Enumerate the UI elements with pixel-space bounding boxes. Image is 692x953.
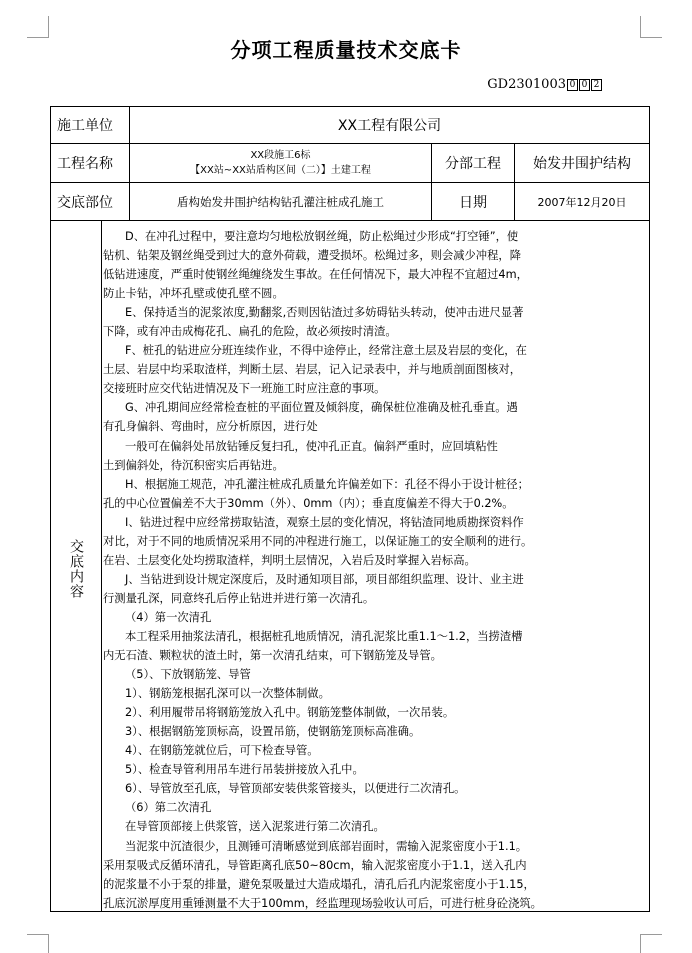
content-line: 钻机、钻架及钢丝绳受到过大的意外荷载，遭受损坏。松绳过多，则会减少冲程，降 — [103, 249, 521, 263]
content-line: 土层、岩层中均采取渣样，判断土层、岩层，记入记录表中，并与地质剖面图核对， — [103, 363, 521, 377]
content-line: 4）、在钢筋笼就位后，可下检查导管。 — [125, 744, 319, 758]
content-line: （4）第一次清孔 — [125, 610, 212, 624]
crop-mark-bottom-left — [27, 934, 49, 953]
content-line: 的泥浆量不小于泵的排量，避免泵吸量过大造成塌孔，清孔后孔内泥浆密度小于1.15， — [103, 877, 535, 891]
construction-unit-value: XX工程有限公司 — [337, 118, 442, 134]
handover-content-body — [103, 227, 647, 913]
content-line: E、保持适当的泥浆浓度,勤翻浆,否则因钻渣过多妨碍钻头转动，使冲击进尺显著 — [125, 306, 524, 320]
content-line: I、钻进过程中应经常捞取钻渣，观察土层的变化情况，将钻渣同地质勘探资料作 — [125, 515, 524, 529]
crop-mark-bottom-right — [640, 934, 662, 953]
project-name-label: 工程名称 — [57, 156, 113, 172]
handover-form-table — [50, 106, 650, 912]
table-column-divider — [101, 220, 102, 912]
table-row-divider — [51, 220, 649, 221]
content-line: J、当钻进到设计规定深度后，及时通知项目部，项目部组织监理、设计、业主进 — [125, 572, 524, 586]
document-number-prefix: GD2301003 — [487, 77, 566, 92]
content-line: G、冲孔期间应经常检查桩的平面位置及倾斜度，确保桩位准确及桩孔垂直。遇 — [125, 401, 518, 415]
content-line: 低钻进速度，严重时使钢丝绳缠绕发生事故。在任何情况下，最大冲程不宜超过4m， — [103, 268, 528, 282]
content-line: 有孔身偏斜、弯曲时，应分析原因，进行处 — [103, 420, 318, 434]
document-number-box: 0 — [579, 79, 590, 91]
handover-content-label — [51, 226, 101, 912]
content-line: 在岩、土层变化处均捞取渣样，判明土层情况，入岩后及时掌握入岩标高。 — [103, 553, 476, 567]
content-line: 5）、检查导管利用吊车进行吊装拼接放入孔中。 — [125, 763, 364, 777]
content-line: 本工程采用抽浆法清孔，根据桩孔地质情况，清孔泥浆比重1.1～1.2，当捞渣槽 — [125, 629, 523, 643]
document-number-box: 0 — [567, 79, 578, 91]
content-line: 防止卡钻，冲坏孔壁或使孔壁不圆。 — [103, 287, 284, 301]
content-line: 在导管顶部接上供浆管，送入泥浆进行第二次清孔。 — [125, 820, 385, 834]
project-name-line-2: 【XX站~XX站盾构区间（二）】土建工程 — [190, 165, 371, 176]
document-number — [487, 77, 602, 92]
project-name-line-1: XX段施工6标 — [250, 150, 311, 161]
division-value: 始发井围护结构 — [533, 156, 631, 172]
handover-part-value: 盾构始发井围护结构钻孔灌注桩成孔施工 — [177, 194, 384, 209]
construction-unit-label: 施工单位 — [57, 118, 113, 134]
content-line: D、在冲孔过程中，要注意均匀地松放钢丝绳，防止松绳过少形成“打空锤”，使 — [125, 230, 519, 243]
content-line: 孔的中心位置偏差不大于30mm（外）、0mm（内）；垂直度偏差不得大于0.2%。 — [103, 496, 514, 510]
content-line: 交接班时应交代钻进情况及下一班施工时应注意的事项。 — [103, 382, 386, 396]
division-label: 分部工程 — [445, 156, 501, 172]
content-line: 孔底沉淤厚度用重锤测量不大于100mm，经监理现场验收认可后，可进行桩身砼浇筑。 — [103, 896, 542, 910]
content-line: （5）、下放钢筋笼、导管 — [125, 668, 251, 682]
date-value: 2007年12月20日 — [537, 195, 627, 209]
content-line: 当泥浆中沉渣很少，且测锤可清晰感觉到底部岩面时，需输入泥浆密度小于1.1。 — [125, 839, 528, 853]
content-line: （6）第二次清孔 — [125, 801, 212, 815]
handover-content-label-text: 交底内容 — [68, 539, 84, 599]
handover-part-label: 交底部位 — [57, 194, 113, 211]
content-line: 6）、导管放至孔底，导管顶部安装供浆管接头，以便进行二次清孔。 — [125, 782, 466, 796]
content-line: F、桩孔的钻进应分班连续作业，不得中途停止，经常注意土层及岩层的变化，在 — [125, 344, 527, 358]
content-line: 土到偏斜处，待沉积密实后再钻进。 — [103, 458, 284, 472]
content-line: H、根据施工规范，冲孔灌注桩成孔质量允许偏差如下：孔径不得小于设计桩径； — [125, 477, 529, 491]
content-line: 一般可在偏斜处吊放钻锤反复扫孔，使冲孔正直。偏斜严重时，应回填粘性 — [125, 439, 498, 453]
content-line: 下降，或有冲击成梅花孔、扁孔的危险，故必须按时清渣。 — [103, 325, 397, 339]
date-label: 日期 — [459, 194, 487, 211]
content-line: 对比，对于不同的地质情况采用不同的冲程进行施工，以保证施工的安全顺利的进行。 — [103, 534, 533, 548]
content-line: 内无石渣、颗粒状的渣土时，第一次清孔结束，可下钢筋笼及导管。 — [103, 649, 442, 663]
content-line: 采用泵吸式反循环清孔，导管距离孔底50~80cm，输入泥浆密度小于1.1，送入孔内 — [103, 858, 527, 872]
content-line: 2）、利用履带吊将钢筋笼放入孔中。钢筋笼整体制做，一次吊装。 — [125, 706, 455, 720]
project-name-value — [130, 144, 431, 182]
content-line: 行测量孔深，同意终孔后停止钻进并进行第一次清孔。 — [103, 591, 375, 605]
content-line: 3）、根据钢筋笼顶标高，设置吊筋，使钢筋笼顶标高准确。 — [125, 725, 421, 739]
content-line: 1）、钢筋笼根据孔深可以一次整体制做。 — [125, 687, 330, 701]
document-title: 分项工程质量技术交底卡 — [230, 38, 462, 62]
document-number-box: 2 — [591, 79, 602, 91]
